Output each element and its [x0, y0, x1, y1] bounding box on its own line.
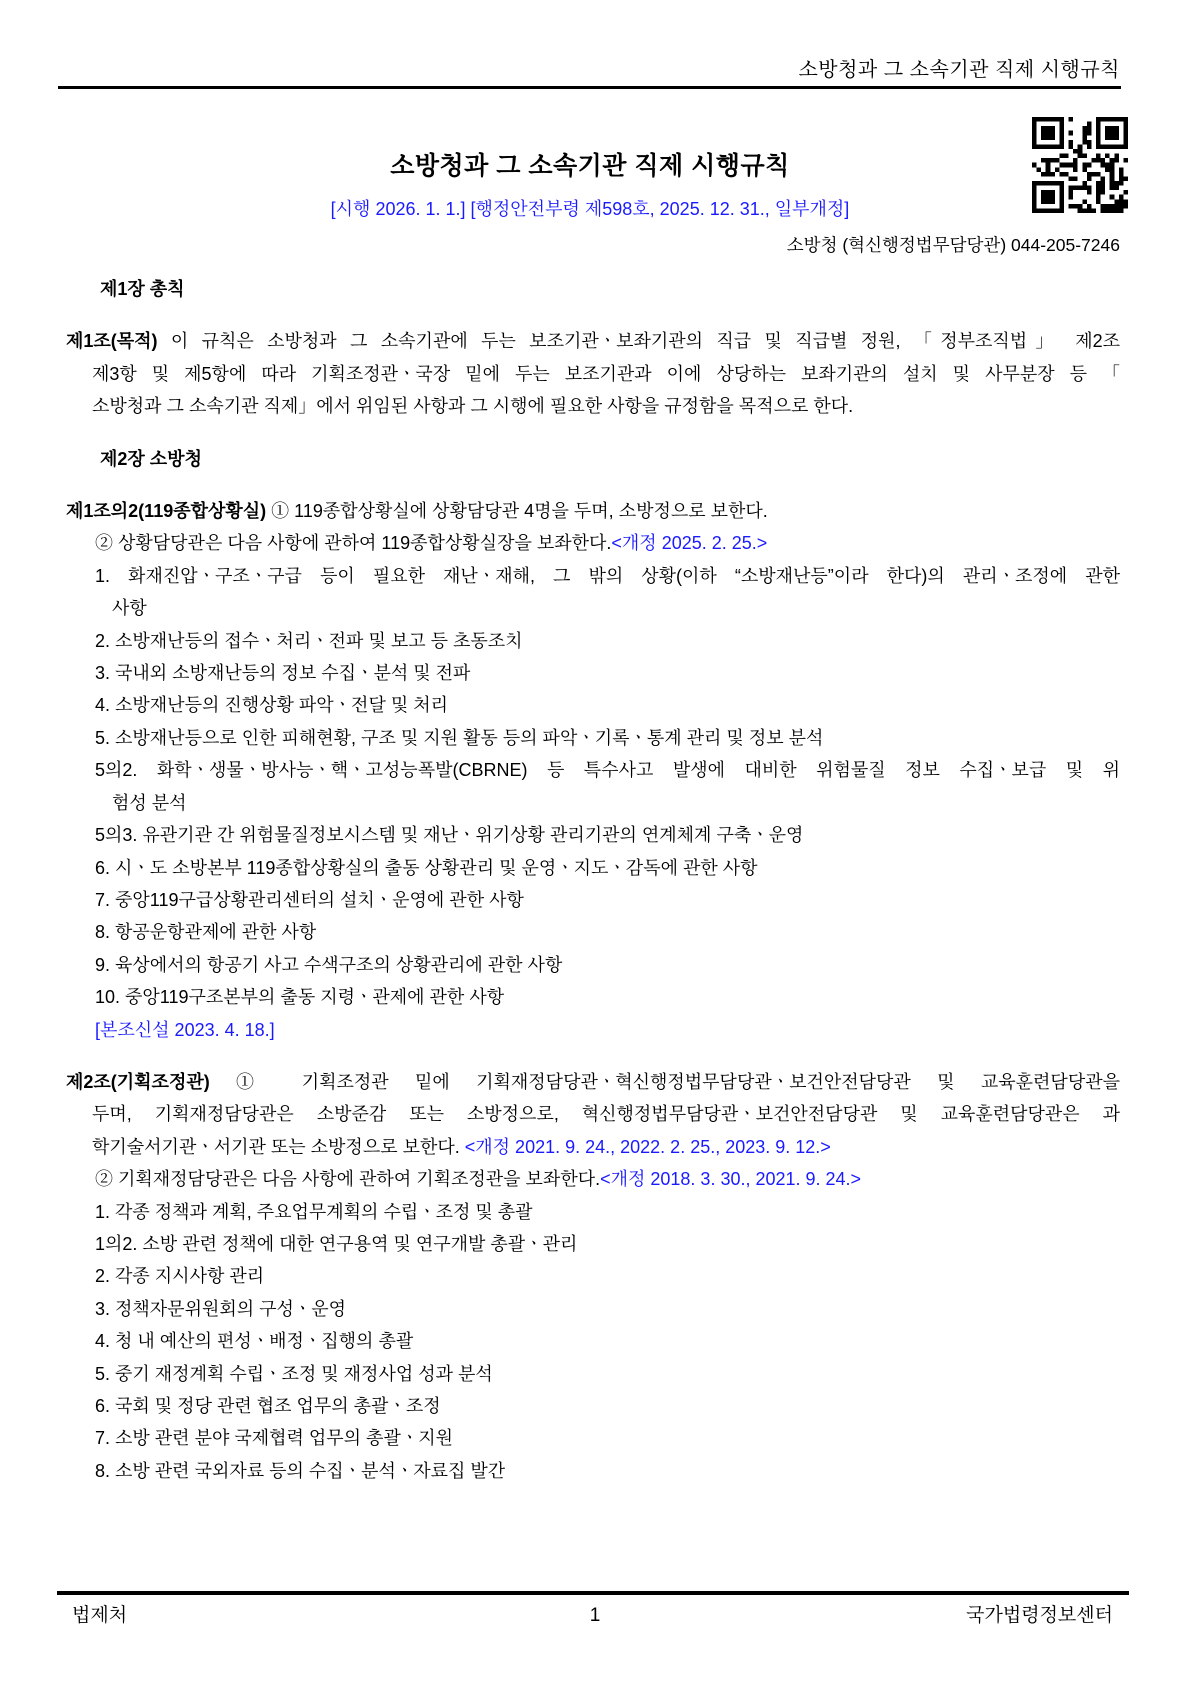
text-segment: 6. 국회 및 정당 관련 협조 업무의 총괄ㆍ조정: [95, 1396, 441, 1416]
text-segment: 5의3. 유관기관 간 위험물질정보시스템 및 재난ㆍ위기상황 관리기관의 연계체계 구축ㆍ운영: [95, 825, 804, 846]
text-line: [95, 916, 1120, 948]
text-segment: 9. 육상에서의 항공기 사고 수색구조의 상황관리에 관한 사항: [95, 954, 563, 975]
text-segment: ② 상황담당관은 다음 사항에 관하여 119종합상황실장을 보좌한다.: [95, 533, 612, 554]
text-line: [95, 1228, 1120, 1260]
text-line: [95, 560, 1120, 592]
article-label: 제1조(목적): [66, 331, 158, 352]
text-line: [95, 657, 1120, 689]
text-segment: 7. 중앙119구급상황관리센터의 설치ㆍ운영에 관한 사항: [95, 889, 524, 910]
text-segment: 두며, 기획재정담당관은 소방준감 또는 소방정으로, 혁신행정법무담당관ㆍ보건안전담당관 및 교육훈련담당관은 과: [92, 1104, 1120, 1125]
text-segment: ① 기획조정관 밑에 기획재정담당관ㆍ혁신행정법무담당관ㆍ보건안전담당관 및 교육훈련담당관을: [209, 1071, 1120, 1092]
text-line: [112, 592, 1120, 624]
text-line: [112, 787, 1120, 819]
promulgation-line: [시행 2026. 1. 1.] [행정안전부령 제598호, 2025. 12. 31., 일부개정]: [330, 199, 850, 219]
text-line: [95, 527, 1120, 559]
amendment-note: <개정 2018. 3. 30., 2021. 9. 24.>: [600, 1169, 862, 1190]
text-line: [92, 390, 1120, 422]
text-line: [95, 819, 1120, 851]
amendment-note: <개정 2025. 2. 25.>: [611, 533, 768, 554]
text-segment: 4. 소방재난등의 진행상황 파악ㆍ전달 및 처리: [95, 695, 448, 716]
content-area: [60, 91, 1120, 1487]
text-line: [95, 754, 1120, 786]
document-title: 소방청과 그 소속기관 직제 시행규칙: [390, 152, 790, 180]
text-segment: 제3항 및 제5항에 따라 기획조정관ㆍ국장 밑에 두는 보조기관과 이에 상당하는 보좌기관의 설치 및 사무분장 등 「: [92, 363, 1120, 384]
text-line: [95, 1293, 1120, 1325]
text-segment: 3. 국내외 소방재난등의 정보 수집ㆍ분석 및 전파: [95, 663, 471, 684]
running-title: 소방청과 그 소속기관 직제 시행규칙: [798, 59, 1120, 81]
text-segment: 1. 화재진압ㆍ구조ㆍ구급 등이 필요한 재난ㆍ재해, 그 밖의 상황(이하 “소방재난등”이라 한다)의 관리ㆍ조정에 관한: [95, 565, 1120, 586]
agency-contact: 소방청 (혁신행정법무담당관) 044-205-7246: [786, 235, 1120, 255]
article-2: [60, 1066, 1120, 1487]
text-line: [95, 1422, 1120, 1454]
text-segment: 사항: [112, 598, 147, 619]
footer-page-number: 1: [589, 1605, 601, 1626]
text-segment: 8. 소방 관련 국외자료 등의 수집ㆍ분석ㆍ자료집 발간: [95, 1460, 506, 1481]
text-line: [66, 1066, 1120, 1098]
text-segment: 학기술서기관ㆍ서기관 또는 소방정으로 보한다.: [92, 1136, 465, 1157]
text-segment: 2. 각종 지시사항 관리: [95, 1266, 265, 1287]
text-line: [95, 1455, 1120, 1487]
footer-rule: [57, 1591, 1129, 1595]
text-line: [95, 689, 1120, 721]
text-segment: 6. 시ㆍ도 소방본부 119종합상황실의 출동 상황관리 및 운영ㆍ지도ㆍ감독에 관한 사항: [95, 857, 758, 878]
text-line: [66, 495, 1120, 527]
text-segment: 10. 중앙119구조본부의 출동 지령ㆍ관제에 관한 사항: [95, 987, 505, 1008]
text-segment: ① 119종합상황실에 상황담당관 4명을 두며, 소방정으로 보한다.: [266, 501, 768, 522]
text-segment: 소방청과 그 소속기관 직제」에서 위임된 사항과 그 시행에 필요한 사항을 규정함을 목적으로 한다.: [92, 396, 854, 417]
text-segment: 1의2. 소방 관련 정책에 대한 연구용역 및 연구개발 총괄ㆍ관리: [95, 1233, 578, 1254]
footer-source: 국가법령정보센터: [966, 1605, 1113, 1626]
text-segment: 2. 소방재난등의 접수ㆍ처리ㆍ전파 및 보고 등 초동조치: [95, 630, 523, 651]
text-line: [95, 1358, 1120, 1390]
text-segment: 이 규칙은 소방청과 그 소속기관에 두는 보조기관ㆍ보좌기관의 직급 및 직급별 정원, 「정부조직법」 제2조: [157, 331, 1120, 352]
text-line: [95, 722, 1120, 754]
text-line: [95, 1260, 1120, 1292]
text-line: [95, 852, 1120, 884]
text-line: [95, 1390, 1120, 1422]
text-line: [95, 1163, 1120, 1195]
text-line: [66, 325, 1120, 357]
text-line: [92, 1131, 1120, 1163]
text-line: [95, 981, 1120, 1013]
text-segment: 5. 중기 재정계획 수립ㆍ조정 및 재정사업 성과 분석: [95, 1363, 493, 1384]
document-body: [60, 273, 1120, 1487]
text-line: [95, 1196, 1120, 1228]
header-rule: [58, 86, 1121, 89]
text-line: [95, 625, 1120, 657]
text-segment: 7. 소방 관련 분야 국제협력 업무의 총괄ㆍ지원: [95, 1428, 453, 1449]
text-segment: ② 기획재정담당관은 다음 사항에 관하여 기획조정관을 보좌한다.: [95, 1169, 601, 1190]
text-segment: 5의2. 화학ㆍ생물ㆍ방사능ㆍ핵ㆍ고성능폭발(CBRNE) 등 특수사고 발생에 대비한 위험물질 정보 수집ㆍ보급 및 위: [95, 760, 1120, 781]
article-label: 제2조(기획조정관): [66, 1071, 210, 1092]
text-segment: 4. 청 내 예산의 편성ㆍ배정ㆍ집행의 총괄: [95, 1331, 414, 1352]
chapter-heading-chapter-1: 제1장 총칙: [100, 279, 185, 299]
text-segment: 8. 항공운항관제에 관한 사항: [95, 922, 317, 943]
text-line: [95, 1014, 1120, 1046]
text-segment: 5. 소방재난등으로 인한 피해현황, 구조 및 지원 활동 등의 파악ㆍ기록ㆍ통계 관리 및 정보 분석: [95, 727, 824, 748]
amendment-note: [본조신설 2023. 4. 18.]: [95, 1019, 275, 1040]
amendment-note: <개정 2021. 9. 24., 2022. 2. 25., 2023. 9. 12.>: [464, 1136, 831, 1157]
text-segment: 험성 분석: [112, 792, 187, 813]
text-line: [95, 884, 1120, 916]
text-line: [95, 1325, 1120, 1357]
text-line: [92, 1098, 1120, 1130]
text-line: [95, 949, 1120, 981]
text-segment: 1. 각종 정책과 계획, 주요업무계획의 수립ㆍ조정 및 총괄: [95, 1201, 533, 1222]
text-segment: 3. 정책자문위원회의 구성ㆍ운영: [95, 1298, 347, 1319]
article-1-2: [60, 495, 1120, 1046]
article-1: [60, 325, 1120, 422]
article-label: 제1조의2(119종합상황실): [66, 501, 267, 522]
chapter-heading-chapter-2: 제2장 소방청: [100, 448, 202, 469]
text-line: [92, 358, 1120, 390]
footer-publisher: 법제처: [72, 1605, 128, 1626]
